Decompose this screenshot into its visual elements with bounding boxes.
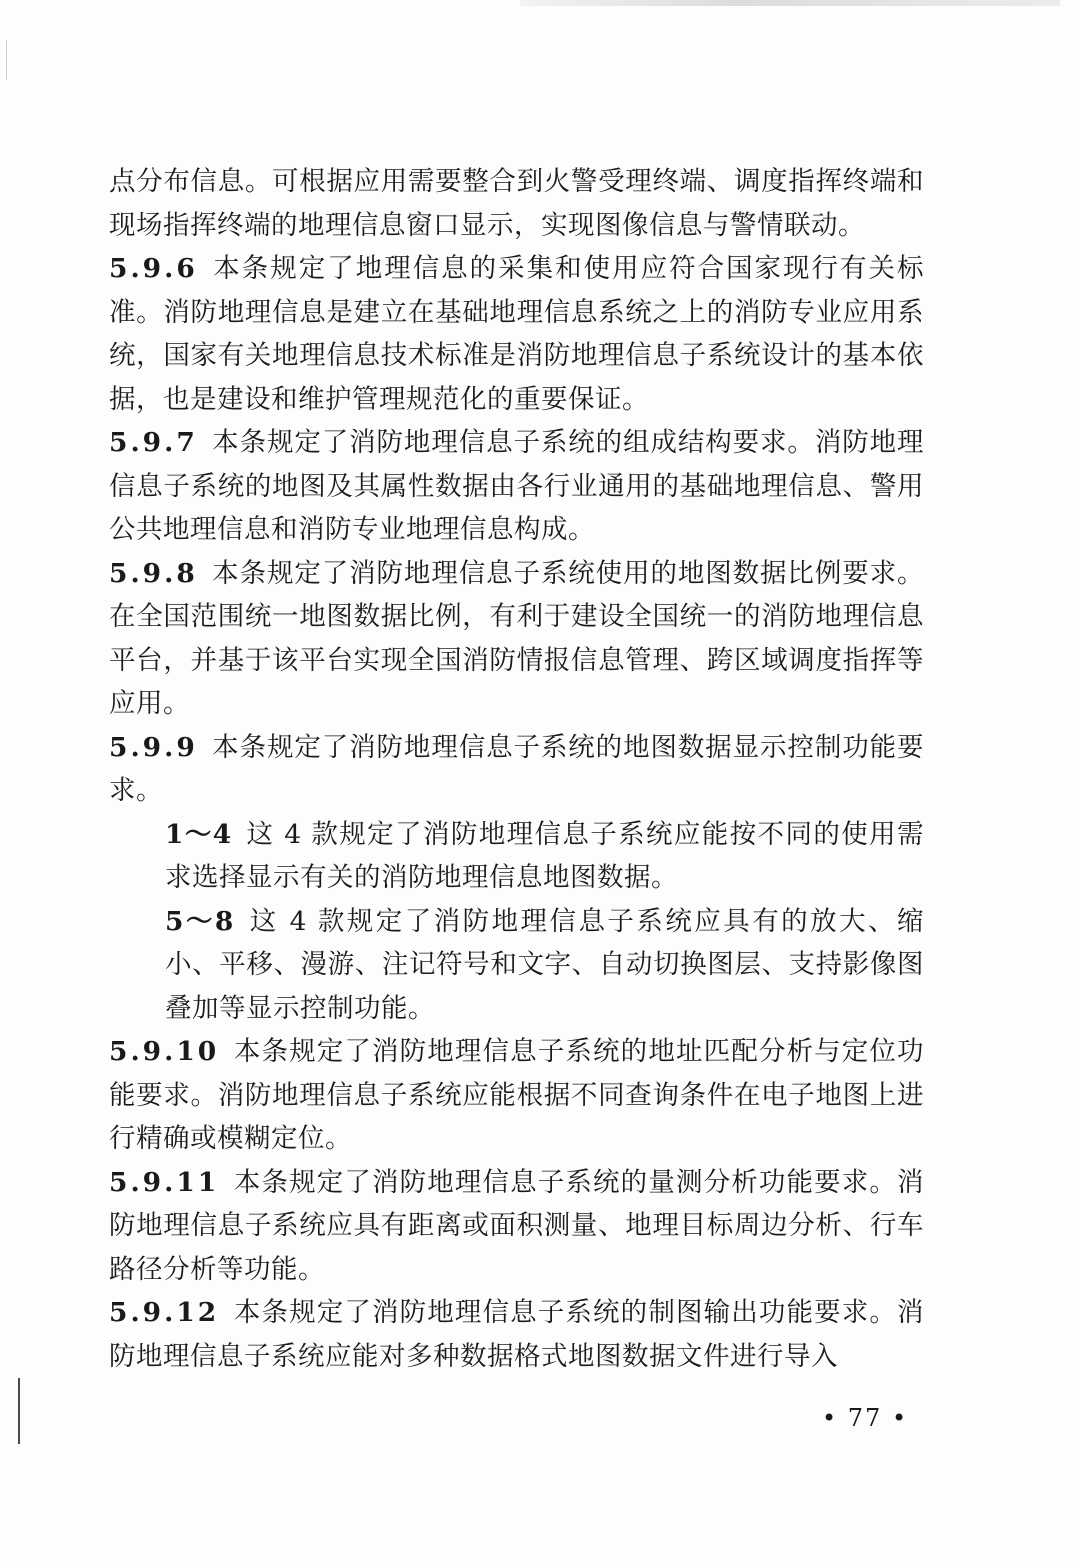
scan-edge-top [520, 0, 1060, 6]
clause-5-9-12 [109, 1291, 924, 1378]
clause-number: 5.9.7 [109, 427, 198, 458]
paragraph-continued [109, 160, 924, 247]
clause-number: 5.9.11 [109, 1166, 220, 1198]
clause-5-9-9 [109, 726, 924, 813]
subclause-number: 1～4 [165, 818, 232, 850]
clause-5-9-8 [109, 552, 924, 726]
clause-5-9-10 [109, 1030, 924, 1161]
clause-number: 5.9.9 [109, 731, 198, 763]
subclause-5-8 [109, 900, 924, 1031]
document-body [109, 160, 924, 1378]
clause-text: 本条规定了消防地理信息子系统使用的地图数据比例要求。在全国范围统一地图数据比例，有利于建设全国统一的消防地理信息平台，并基于该平台实现全国消防情报信息管理、跨区域调度指挥等应用。 [109, 557, 924, 719]
clause-text: 本条规定了消防地理信息子系统的地图数据显示控制功能要求。 [109, 731, 924, 806]
scan-edge-left [18, 1378, 20, 1444]
clause-5-9-6 [109, 247, 924, 421]
clause-number: 5.9.6 [109, 253, 198, 284]
clause-text: 本条规定了消防地理信息子系统的地址匹配分析与定位功能要求。消防地理信息子系统应能根据不同查询条件在电子地图上进行精确或模糊定位。 [109, 1036, 924, 1154]
clause-text: 本条规定了消防地理信息子系统的制图输出功能要求。消防地理信息子系统应能对多种数据格式地图数据文件进行导入 [109, 1297, 924, 1372]
clause-number: 5.9.10 [109, 1036, 220, 1067]
subclause-text: 这 4 款规定了消防地理信息子系统应具有的放大、缩小、平移、漫游、注记符号和文字、自动切换图层、支持影像图叠加等显示控制功能。 [165, 905, 924, 1024]
subclause-text: 这 4 款规定了消防地理信息子系统应能按不同的使用需求选择显示有关的消防地理信息地图数据。 [165, 818, 924, 893]
paragraph-text: 点分布信息。可根据应用需要整合到火警受理终端、调度指挥终端和现场指挥终端的地理信息窗口显示，实现图像信息与警情联动。 [109, 166, 924, 241]
subclause-number: 5～8 [165, 905, 234, 937]
clause-text: 本条规定了消防地理信息子系统的组成结构要求。消防地理信息子系统的地图及其属性数据由各行业通用的基础地理信息、警用公共地理信息和消防专业地理信息构成。 [109, 427, 924, 545]
clause-5-9-11 [109, 1161, 924, 1292]
subclause-1-4 [109, 813, 924, 900]
scan-edge-left-top [6, 40, 7, 80]
page-number: • 77 • [822, 1404, 909, 1432]
clause-5-9-7 [109, 421, 924, 552]
clause-text: 本条规定了消防地理信息子系统的量测分析功能要求。消防地理信息子系统应具有距离或面积测量、地理目标周边分析、行车路径分析等功能。 [109, 1166, 924, 1285]
clause-number: 5.9.8 [109, 557, 198, 589]
clause-number: 5.9.12 [109, 1297, 220, 1328]
clause-text: 本条规定了地理信息的采集和使用应符合国家现行有关标准。消防地理信息是建立在基础地理信息系统之上的消防专业应用系统，国家有关地理信息技术标准是消防地理信息子系统设计的基本依据，也是建设和维护管理规范化的重要保证。 [109, 253, 924, 415]
